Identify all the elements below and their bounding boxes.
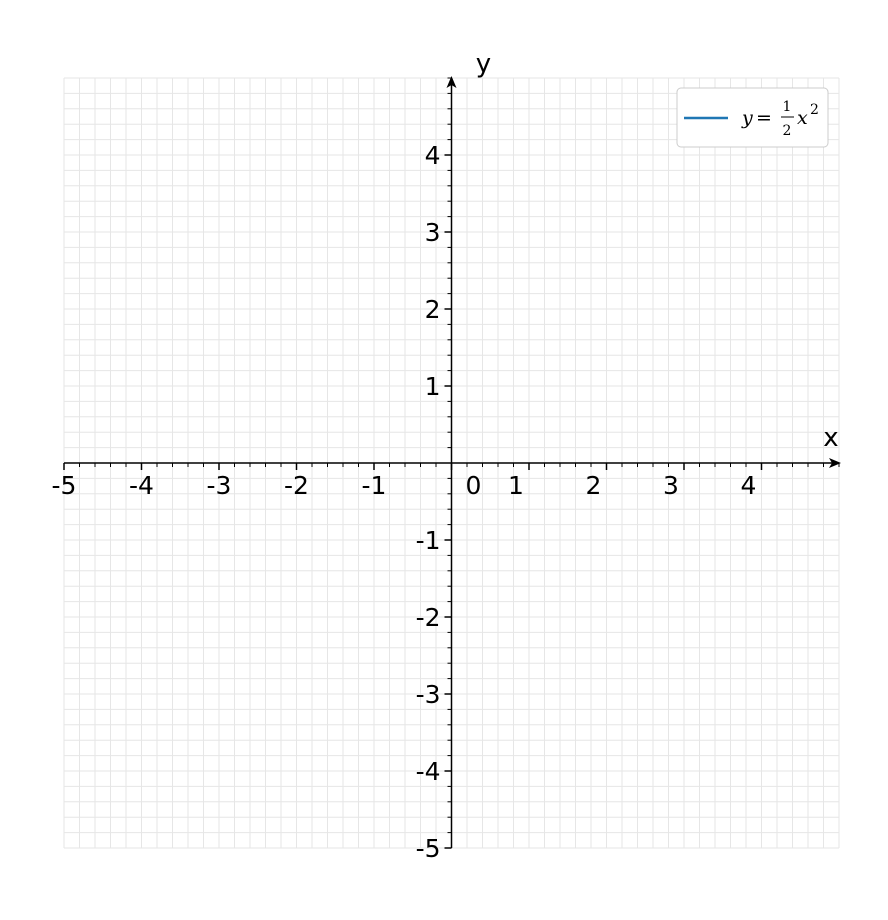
axes bbox=[64, 76, 841, 848]
legend-equals: = bbox=[756, 107, 772, 129]
y-tick-label: -1 bbox=[415, 526, 441, 555]
x-tick-label: -3 bbox=[206, 471, 232, 500]
x-tick-label: 3 bbox=[663, 471, 679, 500]
legend-lhs: y bbox=[742, 107, 753, 129]
legend-numerator: 1 bbox=[782, 99, 792, 115]
legend-exponent: 2 bbox=[810, 102, 819, 118]
x-tick-label: 1 bbox=[508, 471, 524, 500]
legend-denominator: 2 bbox=[782, 123, 792, 139]
y-tick-label: -5 bbox=[415, 834, 441, 863]
y-tick-label: -2 bbox=[415, 603, 441, 632]
x-tick-label: -1 bbox=[361, 471, 387, 500]
y-tick-label: 3 bbox=[424, 218, 441, 247]
legend bbox=[677, 88, 828, 147]
y-tick-label: 2 bbox=[424, 295, 441, 324]
y-tick-label: 1 bbox=[424, 372, 441, 401]
x-tick-label: 2 bbox=[585, 471, 602, 500]
x-tick-label: -4 bbox=[129, 471, 154, 500]
x-tick-label: -2 bbox=[284, 471, 309, 500]
y-axis-label: y bbox=[475, 49, 492, 79]
y-tick-label: 4 bbox=[424, 141, 441, 170]
tick-labels bbox=[52, 49, 839, 863]
y-tick-label: -3 bbox=[415, 680, 441, 709]
y-tick-label: -4 bbox=[415, 757, 441, 786]
x-tick-label: 0 bbox=[465, 471, 482, 500]
x-tick-label: 4 bbox=[740, 471, 757, 500]
x-tick-label: -5 bbox=[51, 471, 77, 500]
x-axis-label: x bbox=[823, 423, 839, 453]
legend-variable: x bbox=[797, 107, 808, 129]
